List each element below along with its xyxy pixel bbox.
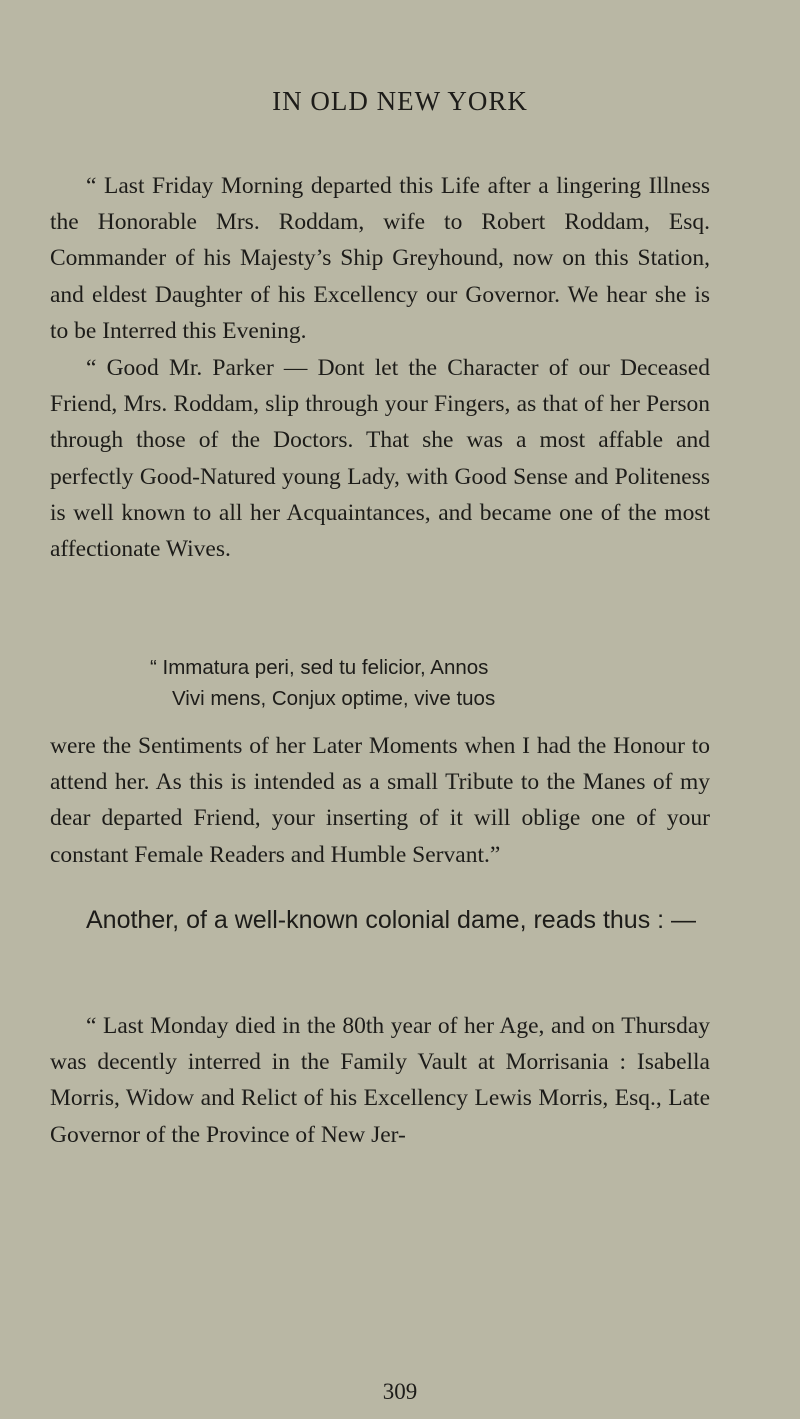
latin-verse: [150, 652, 710, 714]
paragraph-letter-to-parker: “ Good Mr. Parker — Dont let the Character of our Deceased Friend, Mrs. Roddam, slip through your Fingers, as that of her Person through those of the Doctors. That she was a most affable and perfectly Good-Natured young Lady, with Good Sense and Politeness is well known to all her Acquaintances, and became one of the most affectionate Wives.: [50, 355, 710, 563]
paragraph-another-dame: Another, of a well-known colonial dame, reads thus : —: [86, 906, 697, 934]
paragraph-sentiments: were the Sentiments of her Later Moments when I had the Honour to attend her. As this is intended as a small Tribute to the Manes of my dear departed Friend, your inserting of it will oblige one of your constant Female Readers and Humble Servant.”: [50, 733, 710, 868]
paragraph-morris-death-notice: “ Last Monday died in the 80th year of her Age, and on Thursday was decently interred in the Family Vault at Morrisania : Isabella Morris, Widow and Relict of his Excellency Lewis Morris, Esq., Late Governor of the Province of New Jer-: [50, 1013, 710, 1148]
running-head: IN OLD NEW YORK: [272, 86, 528, 116]
verse-line-2: Vivi mens, Conjux optime, vive tuos: [172, 687, 496, 710]
verse-line-1: “ Immatura peri, sed tu felicior, Annos: [150, 656, 489, 679]
page-number: 309: [382, 1379, 418, 1404]
paragraph-roddam-death-notice: “ Last Friday Morning departed this Life after a lingering Illness the Honorable Mrs. Roddam, wife to Robert Roddam, Esq. Commander of his Majesty’s Ship Greyhound, now on this Station, and eldest Daughter of his Excellency our Governor. We hear she is to be Interred this Evening.: [50, 173, 710, 344]
